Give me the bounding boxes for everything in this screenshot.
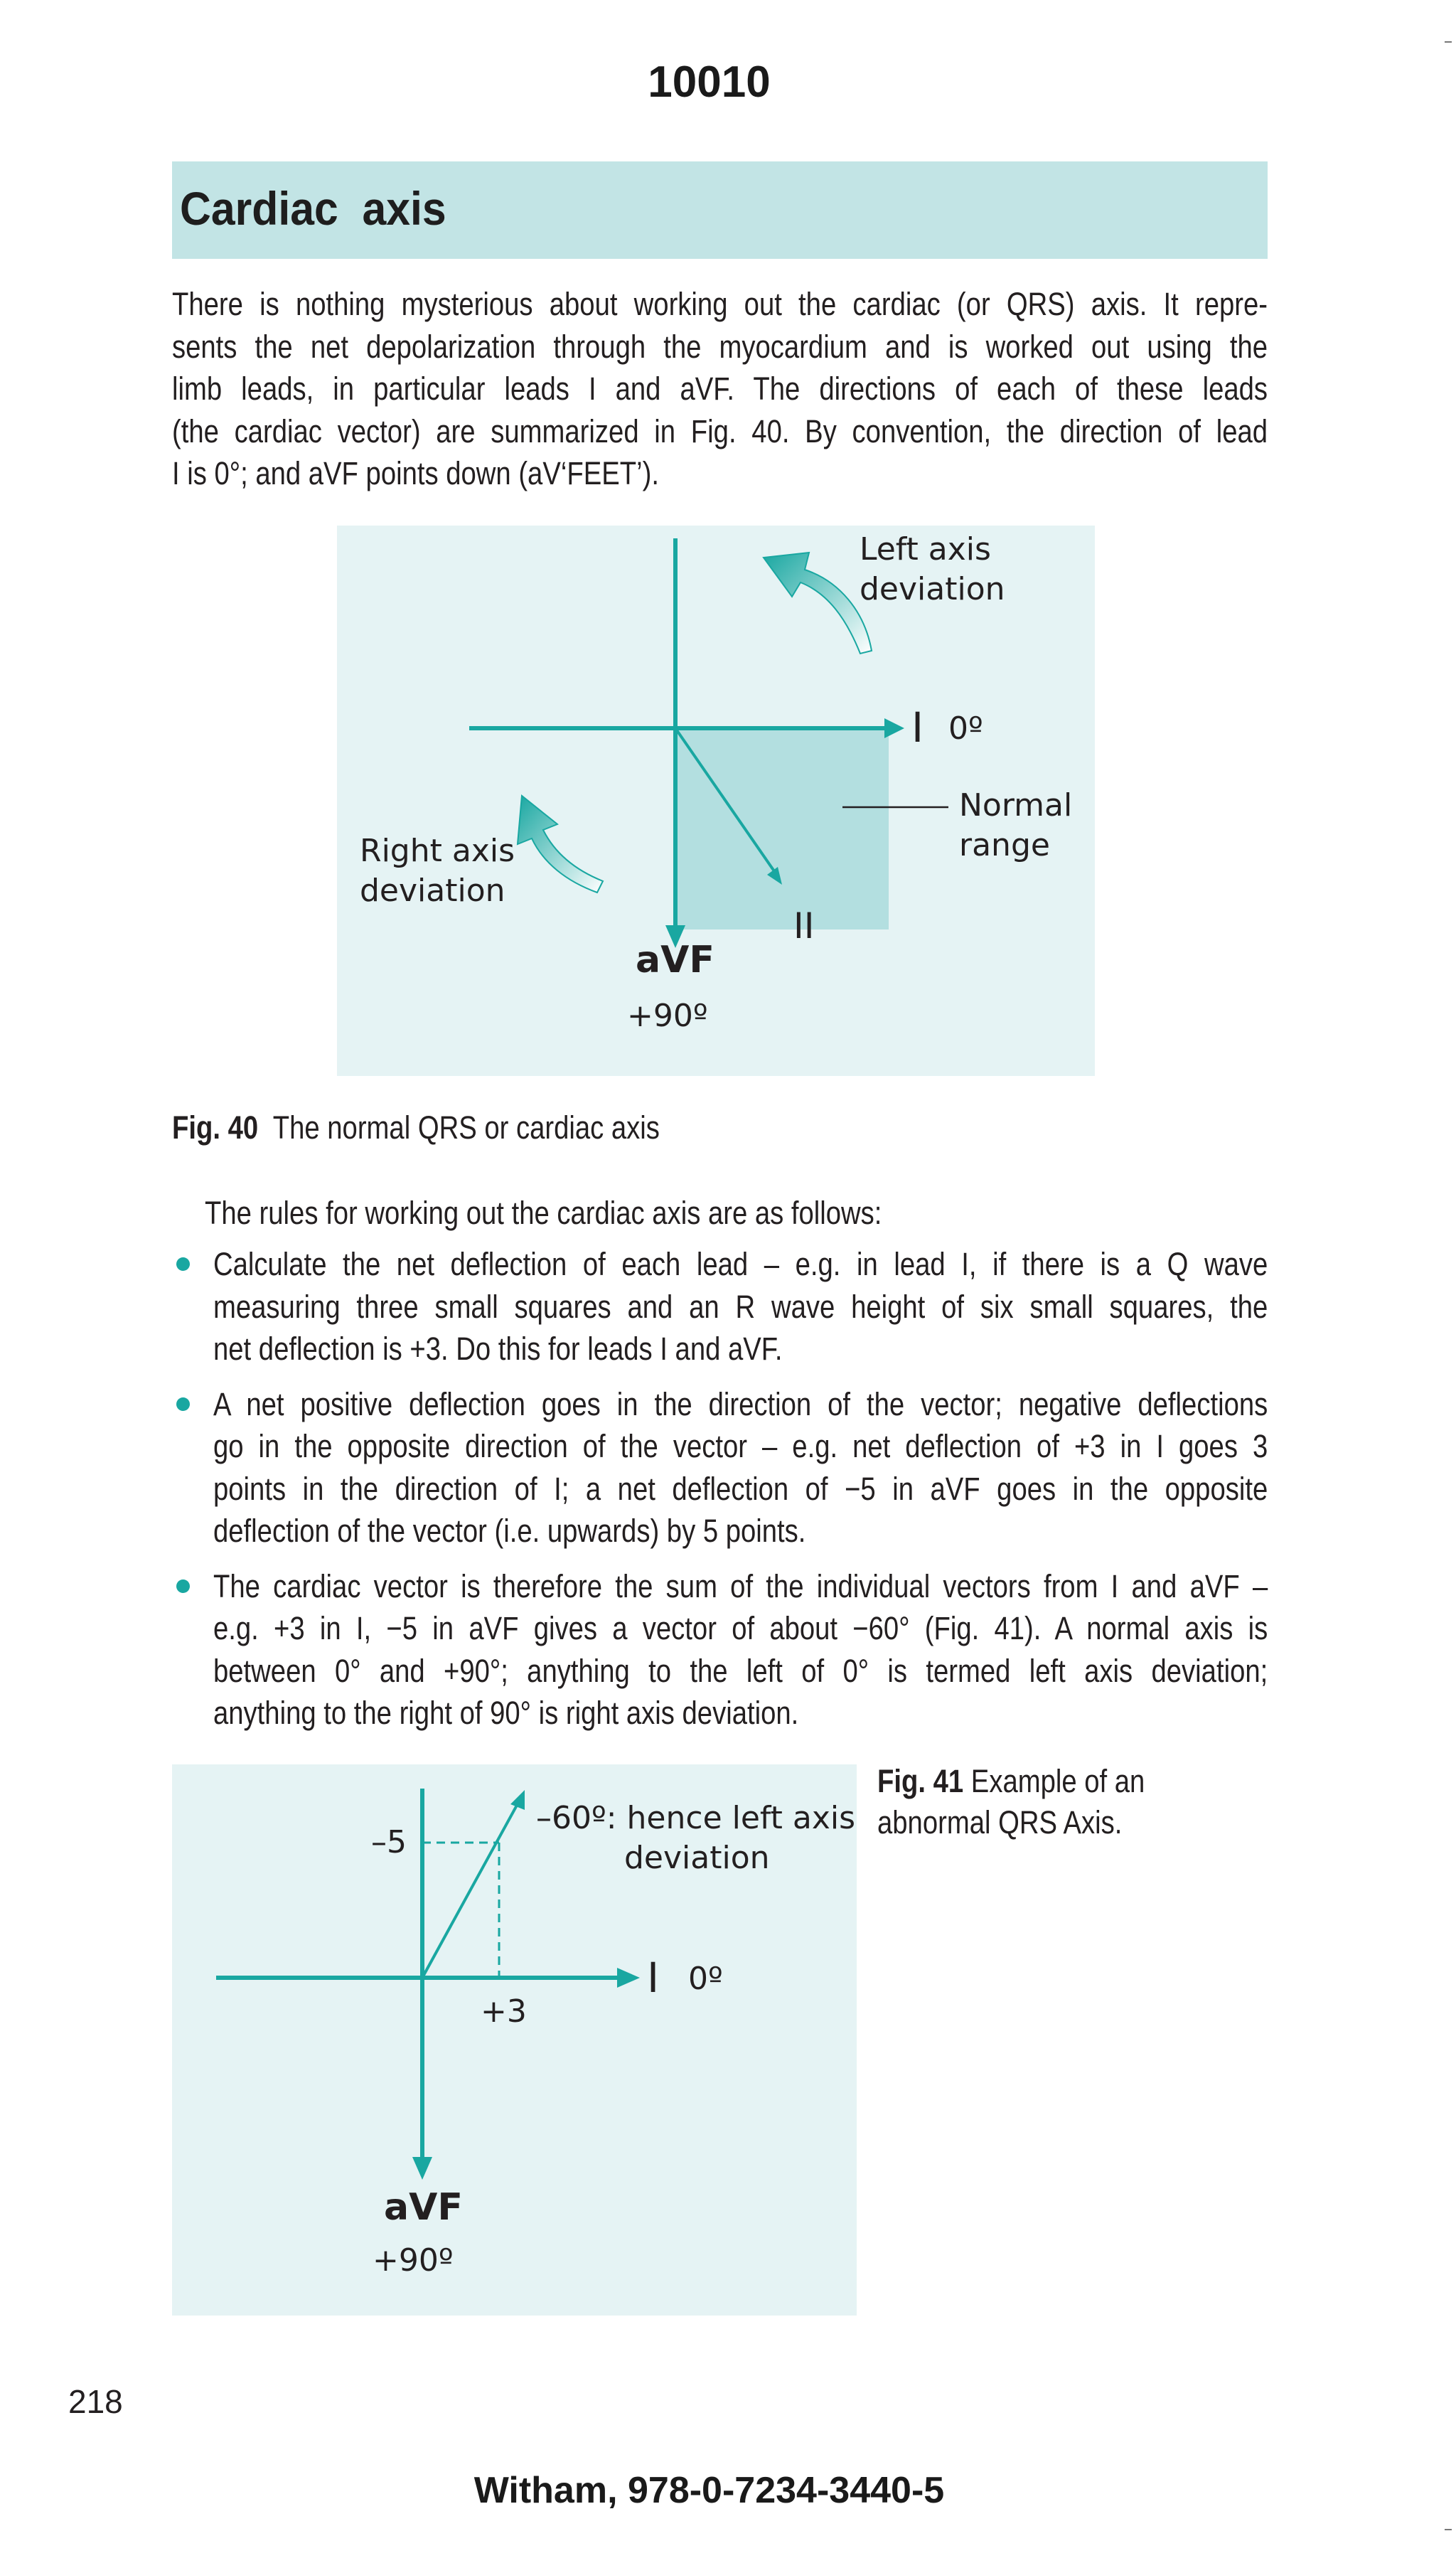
bullet-line: go in the opposite direction of the vector – e.g. net deflection of +3 in I goes 3 xyxy=(213,1428,1268,1464)
bullet-line: Calculate the net deflection of each lead – e.g. in lead I, if there is a Q wave xyxy=(213,1246,1268,1282)
intro-line: sents the net depolarization through the myocardium and is worked out using the xyxy=(172,328,1268,365)
lead-i-arrowhead xyxy=(884,718,904,738)
bullet-dot-icon xyxy=(176,1257,190,1271)
normal-range-label-1: Normal xyxy=(959,787,1073,824)
bullet-dot-icon xyxy=(176,1397,190,1411)
left-axis-deviation-arrow xyxy=(764,553,872,654)
lead-i-label: I xyxy=(911,703,924,752)
bullet-dot-icon xyxy=(176,1579,190,1593)
bullet-line: between 0° and +90°; anything to the left of 0° is termed left axis deviation; xyxy=(213,1652,1268,1689)
zero-degree-label: 0º xyxy=(688,1961,723,1997)
fig41-caption-text-2: abnormal QRS Axis. xyxy=(877,1804,1123,1840)
plus3-label: +3 xyxy=(481,1993,527,2030)
resultant-arrowhead xyxy=(510,1790,525,1810)
fig40-caption xyxy=(172,1109,660,1146)
fig41-caption-line xyxy=(877,1761,1145,1802)
right-axis-label-2: deviation xyxy=(360,873,505,909)
avf-arrowhead xyxy=(412,2157,432,2180)
minus5-label: –5 xyxy=(371,1824,407,1860)
avf-label: aVF xyxy=(636,939,714,981)
bullet-line: e.g. +3 in I, −5 in aVF gives a vector of about −60° (Fig. 41). A normal axis is xyxy=(213,1610,1268,1646)
bullet-line: points in the direction of I; a net deflection of −5 in aVF goes in the opposite xyxy=(213,1470,1268,1507)
fig40-svg xyxy=(337,526,1095,1076)
fig41-diagram xyxy=(172,1764,857,2316)
bullet-line: A net positive deflection goes in the direction of the vector; negative deflections xyxy=(213,1385,1268,1422)
list-item xyxy=(172,1383,1268,1552)
footer-reference: Witham, 978-0-7234-3440-5 xyxy=(473,2470,945,2511)
plus-90-label: +90º xyxy=(627,998,708,1034)
fig40-caption-text: The normal QRS or cardiac axis xyxy=(272,1109,660,1146)
normal-range-area xyxy=(675,728,889,929)
fig40-caption-number: Fig. 40 xyxy=(172,1109,259,1146)
right-axis-deviation-arrow xyxy=(518,796,603,893)
section-title: Cardiac axis xyxy=(180,182,446,235)
left-axis-label-2: deviation xyxy=(860,571,1005,607)
fig41-caption-number: Fig. 41 xyxy=(877,1763,964,1799)
edge-tick-top xyxy=(1445,41,1452,43)
rules-list xyxy=(172,1243,1268,1747)
page-code: 10010 xyxy=(648,58,771,107)
page-number: 218 xyxy=(68,2383,123,2420)
resultant-vector xyxy=(422,1801,519,1978)
left-axis-label-1: Left axis xyxy=(860,531,991,568)
list-item xyxy=(172,1243,1268,1370)
fig41-svg xyxy=(172,1764,857,2316)
intro-line: I is 0°; and aVF points down (aV‘FEET’). xyxy=(172,455,659,491)
lead-ii-label: II xyxy=(793,905,815,947)
fig40-diagram xyxy=(337,526,1095,1076)
fig41-caption-text-1: Example of an xyxy=(970,1763,1145,1799)
list-item xyxy=(172,1565,1268,1735)
intro-line: limb leads, in particular leads I and aVF. The directions of each of these leads xyxy=(172,371,1268,407)
minus60-label-2: deviation xyxy=(624,1840,770,1876)
rules-intro: The rules for working out the cardiac axis are as follows: xyxy=(205,1195,882,1231)
lead-i-label: I xyxy=(647,1954,660,2002)
edge-tick-bottom xyxy=(1445,2529,1452,2530)
minus60-label-1: –60º: hence left axis xyxy=(536,1800,856,1836)
bullet-line: deflection of the vector (i.e. upwards) by 5 points. xyxy=(213,1513,806,1549)
normal-range-label-2: range xyxy=(959,827,1050,863)
zero-degree-label: 0º xyxy=(948,710,983,747)
intro-line: (the cardiac vector) are summarized in Fig. 40. By convention, the direction of lead xyxy=(172,412,1268,449)
right-axis-label-1: Right axis xyxy=(360,833,515,869)
bullet-line: measuring three small squares and an R wave height of six small squares, the xyxy=(213,1288,1268,1325)
intro-line: There is nothing mysterious about working out the cardiac (or QRS) axis. It repre- xyxy=(172,286,1268,322)
fig41-caption xyxy=(877,1761,1192,1843)
bullet-line: The cardiac vector is therefore the sum of the individual vectors from I and aVF – xyxy=(213,1567,1268,1604)
intro-paragraph xyxy=(172,283,1268,495)
lead-i-arrowhead xyxy=(617,1968,640,1988)
plus-90-label: +90º xyxy=(373,2242,454,2279)
bullet-line: net deflection is +3. Do this for leads I and aVF. xyxy=(213,1331,783,1367)
avf-label: aVF xyxy=(384,2186,463,2229)
bullet-line: anything to the right of 90° is right axis deviation. xyxy=(213,1695,799,1731)
